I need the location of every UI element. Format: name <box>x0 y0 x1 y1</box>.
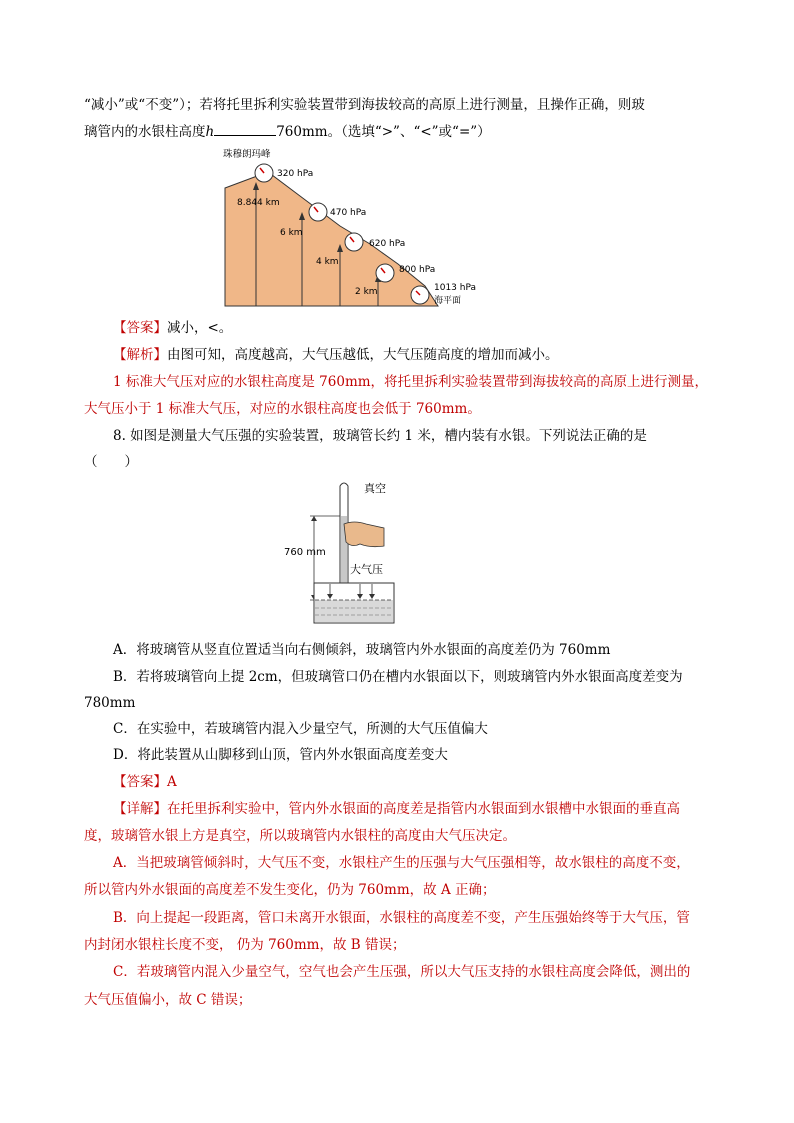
torricelli-figure <box>284 478 404 628</box>
vacuum-label: 真空 <box>364 482 386 495</box>
gauge-icon <box>309 203 327 221</box>
mountain-pressure-figure <box>220 146 520 312</box>
pressure-label: 1013 hPa <box>434 283 477 293</box>
gauge-icon <box>411 286 429 304</box>
height-label: 8.844 km <box>237 198 280 208</box>
detail-line: C．若玻璃管内混入少量空气，空气也会产生压强，所以大气压支持的水银柱高度会降低，测出的 <box>113 964 691 980</box>
detail-line: 度，玻璃管水银上方是真空，所以玻璃管内水银柱的高度由大气压决定。 <box>84 828 516 844</box>
continued-question-line: “减小”或“不变”）；若将托里拆利实验装置带到海拔较高的高原上进行测量，且操作正确，则玻 <box>84 97 645 113</box>
option-c: C．在实验中，若玻璃管内混入少量空气，所测的大气压值偏大 <box>113 721 488 737</box>
height-label: 2 km <box>355 287 378 297</box>
analysis-line-3: 大气压小于 1 标准大气压，对应的水银柱高度也会低于 760mm。 <box>84 401 481 417</box>
pressure-label: 800 hPa <box>399 265 436 275</box>
analysis-tag: 【解析】 <box>113 347 167 363</box>
analysis-text: 由图可知，高度越高，大气压越低，大气压随高度的增加而减小。 <box>167 347 559 363</box>
answer-line <box>113 319 232 337</box>
option-b-continued: 780mm <box>84 695 136 711</box>
hand-illustration <box>344 522 384 547</box>
detail-line: 大气压值偏小，故 C 错误； <box>84 992 252 1008</box>
height-label: 760 mm <box>284 547 326 558</box>
pressure-label: 620 hPa <box>369 239 406 249</box>
h-symbol: h <box>205 124 215 140</box>
question-8-bracket: （ ） <box>84 454 138 470</box>
gauge-icon <box>255 164 273 182</box>
detail-line: B．向上提起一段距离，管口未离开水银面，水银柱的高度差不变，产生压强始终等于大气压，管 <box>113 910 690 926</box>
option-d: D．将此装置从山脚移到山顶，管内外水银面高度差变大 <box>113 747 448 763</box>
answer-line <box>113 773 177 791</box>
height-label: 4 km <box>316 257 339 267</box>
fill-blank <box>214 123 276 136</box>
answer-text: A <box>167 774 177 790</box>
detail-line: A．当把玻璃管倾斜时，大气压不变，水银柱产生的压强与大气压强相等，故水银柱的高度不变， <box>113 855 690 871</box>
pressure-label: 470 hPa <box>330 208 367 218</box>
continued-question-line-2 <box>84 123 491 141</box>
analysis-line <box>113 346 559 364</box>
detail-text: 在托里拆利实验中，管内外水银面的高度差是指管内水银面到水银槽中水银面的垂直高 <box>167 801 680 817</box>
gauge-icon <box>345 233 363 251</box>
detail-tag: 【详解】 <box>113 801 167 817</box>
option-a: A．将玻璃管从竖直位置适当向右侧倾斜，玻璃管内外水银面的高度差仍为 760mm <box>113 642 611 658</box>
height-label: 6 km <box>280 228 303 238</box>
sea-level-label: 海平面 <box>434 296 462 306</box>
answer-tag: 【答案】 <box>113 774 167 790</box>
peak-label: 珠穆朗玛峰 <box>223 149 271 160</box>
question-8-stem: 8. 如图是测量大气压强的实验装置，玻璃管长约 1 米，槽内装有水银。下列说法正确的是 <box>113 428 647 444</box>
answer-text: 减小，<。 <box>167 320 233 336</box>
line2-text-b: 760mm。（选填“>”、“<”或“=”） <box>276 124 491 140</box>
detail-line <box>113 800 680 818</box>
detail-line: 内封闭水银柱长度不变， 仍为 760mm，故 B 错误； <box>84 937 406 953</box>
gauge-icon <box>376 264 394 282</box>
pressure-label: 320 hPa <box>277 169 314 179</box>
analysis-line-2: 1 标准大气压对应的水银柱高度是 760mm，将托里拆利实验装置带到海拔较高的高原上进行测量， <box>113 374 709 390</box>
detail-line: 所以管内外水银面的高度差不发生变化，仍为 760mm，故 A 正确； <box>84 882 496 898</box>
line2-text-a: 璃管内的水银柱高度 <box>84 124 206 140</box>
mountain-shape <box>225 172 438 306</box>
answer-tag: 【答案】 <box>113 320 167 336</box>
atm-label: 大气压 <box>350 563 383 576</box>
option-b: B．若将玻璃管向上提 2cm，但玻璃管口仍在槽内水银面以下，则玻璃管内外水银面高度差变为 <box>113 669 683 685</box>
